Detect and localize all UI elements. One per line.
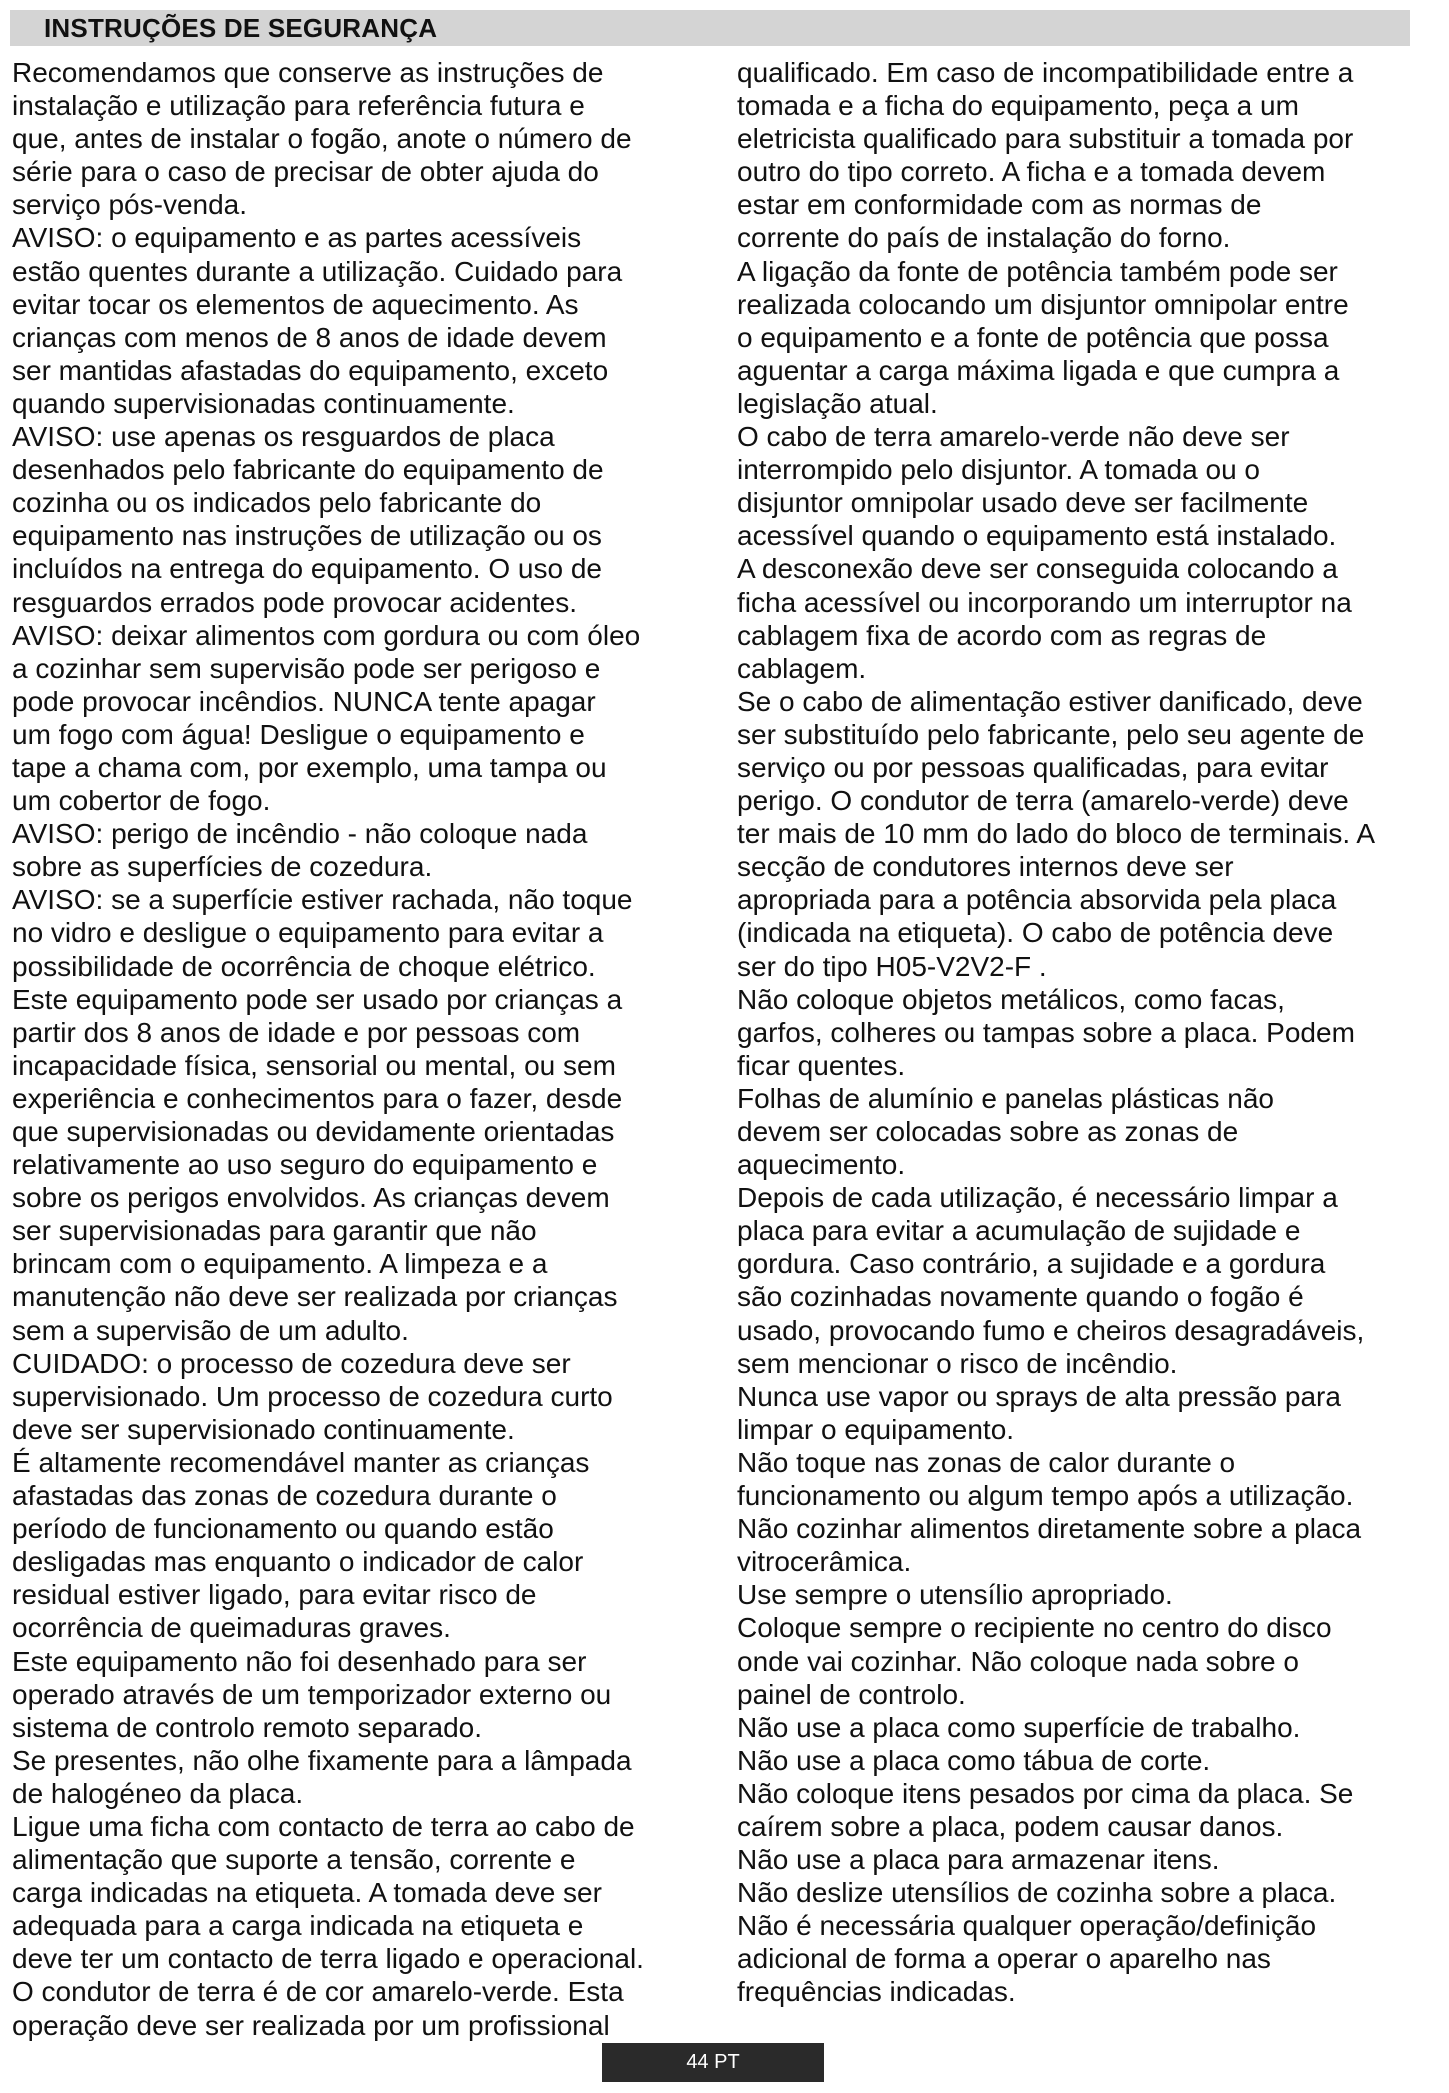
text-line: AVISO: deixar alimentos com gordura ou com óleo (12, 619, 641, 651)
text-line: alimentação que suporte a tensão, corrente e (12, 1844, 576, 1876)
text-line: Não coloque objetos metálicos, como facas, (737, 983, 1285, 1015)
text-line: tape a chama com, por exemplo, uma tampa ou (12, 751, 607, 783)
text-line: sobre as superfícies de cozedura. (12, 851, 433, 883)
text-line: tomada e a ficha do equipamento, peça a um (737, 90, 1299, 122)
text-line: ocorrência de queimaduras graves. (12, 1612, 451, 1644)
text-line: operação deve ser realizada por um profissional (12, 2009, 610, 2041)
text-line: adequada para a carga indicada na etiqueta e (12, 1910, 584, 1942)
text-line: corrente do país de instalação do forno. (737, 222, 1231, 254)
text-line: no vidro e desligue o equipamento para evitar a (12, 917, 604, 949)
text-line: deve ser supervisionado continuamente. (12, 1413, 515, 1445)
text-line: Este equipamento pode ser usado por crianças a (12, 983, 623, 1015)
text-line: cablagem fixa de acordo com as regras de (737, 619, 1267, 651)
text-line: serviço ou por pessoas qualificadas, para evitar (737, 751, 1329, 783)
text-line: A desconexão deve ser conseguida colocando a (737, 553, 1338, 585)
text-line: Não use a placa para armazenar itens. (737, 1844, 1220, 1876)
text-line: que supervisionadas ou devidamente orientadas (12, 1116, 615, 1147)
text-line: outro do tipo correto. A ficha e a tomada devem (737, 156, 1326, 188)
left-text-column (12, 56, 712, 2042)
right-text-column (737, 56, 1425, 2009)
text-line: a cozinhar sem supervisão pode ser perigoso e (12, 652, 601, 684)
text-line: O cabo de terra amarelo-verde não deve ser (737, 421, 1290, 453)
text-line: aguentar a carga máxima ligada e que cumpra a (737, 354, 1340, 386)
text-line: o equipamento e a fonte de potência que possa (737, 321, 1329, 353)
text-line: ser mantidas afastadas do equipamento, exceto (12, 354, 609, 386)
text-line: Não coloque itens pesados por cima da placa. Se (737, 1777, 1354, 1809)
page-number-box (602, 2043, 824, 2082)
text-line: desligadas mas enquanto o indicador de calor (12, 1546, 584, 1578)
text-line: Use sempre o utensílio apropriado. (737, 1579, 1173, 1611)
text-line: secção de condutores internos deve ser (737, 851, 1234, 883)
text-line: resguardos errados pode provocar acidentes. (12, 586, 578, 618)
text-line: devem ser colocadas sobre as zonas de (737, 1116, 1239, 1147)
text-line: operado através de um temporizador externo ou (12, 1678, 612, 1710)
text-line: manutenção não deve ser realizada por crianças (12, 1281, 618, 1313)
text-line: sobre os perigos envolvidos. As crianças devem (12, 1182, 610, 1214)
text-line: supervisionado. Um processo de cozedura curto (12, 1380, 613, 1412)
text-line: CUIDADO: o processo de cozedura deve ser (12, 1347, 571, 1379)
page-number: 44 PT (686, 2051, 740, 2073)
text-line: ser substituído pelo fabricante, pelo seu agente de (737, 718, 1365, 750)
text-line: série para o caso de precisar de obter ajuda do (12, 156, 599, 188)
text-line: qualificado. Em caso de incompatibilidade entre a (737, 57, 1354, 88)
text-line: Não toque nas zonas de calor durante o (737, 1446, 1236, 1478)
text-line: sem mencionar o risco de incêndio. (737, 1347, 1178, 1379)
text-line: apropriada para a potência absorvida pela placa (737, 884, 1337, 916)
text-line: pode provocar incêndios. NUNCA tente apagar (12, 685, 596, 717)
text-line: Não é necessária qualquer operação/definição (737, 1910, 1317, 1942)
text-line: um cobertor de fogo. (12, 785, 271, 817)
text-line: realizada colocando um disjuntor omnipolar entre (737, 288, 1349, 320)
text-line: que, antes de instalar o fogão, anote o número de (12, 123, 632, 155)
text-line: ser supervisionadas para garantir que não (12, 1215, 537, 1247)
text-line: um fogo com água! Desligue o equipamento e (12, 718, 585, 750)
text-line: instalação e utilização para referência futura e (12, 90, 585, 122)
text-line: estão quentes durante a utilização. Cuidado para (12, 255, 623, 287)
text-line: Folhas de alumínio e panelas plásticas não (737, 1082, 1275, 1114)
text-line: são cozinhadas novamente quando o fogão é (737, 1281, 1304, 1313)
text-line: ficha acessível ou incorporando um interruptor na (737, 586, 1352, 618)
text-line: carga indicadas na etiqueta. A tomada deve ser (12, 1877, 602, 1909)
text-line: período de funcionamento ou quando estão (12, 1513, 554, 1545)
text-line: perigo. O condutor de terra (amarelo-verde) deve (737, 785, 1349, 817)
text-line: afastadas das zonas de cozedura durante o (12, 1480, 557, 1512)
text-line: incapacidade física, sensorial ou mental, ou sem (12, 1049, 616, 1081)
text-line: vitrocerâmica. (737, 1546, 912, 1578)
text-line: Não cozinhar alimentos diretamente sobre a placa (737, 1513, 1362, 1545)
text-line: O condutor de terra é de cor amarelo-verde. Esta (12, 1976, 624, 2008)
text-line: eletricista qualificado para substituir a tomada por (737, 123, 1354, 155)
text-line: Não use a placa como tábua de corte. (737, 1744, 1211, 1776)
section-header-bar (10, 10, 1410, 46)
text-line: equipamento nas instruções de utilização ou os (12, 520, 602, 552)
text-line: adicional de forma a operar o aparelho nas (737, 1943, 1271, 1975)
text-line: desenhados pelo fabricante do equipamento de (12, 454, 604, 486)
text-line: usado, provocando fumo e cheiros desagradáveis, (737, 1314, 1365, 1346)
text-line: disjuntor omnipolar usado deve ser facilmente (737, 487, 1309, 519)
text-line: Não use a placa como superfície de trabalho. (737, 1711, 1301, 1743)
text-line: Depois de cada utilização, é necessário limpar a (737, 1182, 1338, 1214)
text-line: Se o cabo de alimentação estiver danificado, deve (737, 685, 1363, 717)
text-line: de halogéneo da placa. (12, 1777, 304, 1809)
text-line: evitar tocar os elementos de aquecimento. As (12, 288, 579, 320)
text-line: residual estiver ligado, para evitar risco de (12, 1579, 537, 1611)
text-line: Coloque sempre o recipiente no centro do disco (737, 1612, 1332, 1644)
text-line: ser do tipo H05-V2V2-F . (737, 950, 1047, 982)
text-line: Este equipamento não foi desenhado para ser (12, 1645, 587, 1677)
text-line: sistema de controlo remoto separado. (12, 1711, 483, 1743)
text-line: aquecimento. (737, 1149, 906, 1181)
text-line: painel de controlo. (737, 1678, 966, 1710)
section-title: INSTRUÇÕES DE SEGURANÇA (44, 13, 438, 43)
text-line: (indicada na etiqueta). O cabo de potência deve (737, 917, 1334, 949)
text-line: onde vai cozinhar. Não coloque nada sobre o (737, 1645, 1299, 1677)
text-line: funcionamento ou algum tempo após a utilização. (737, 1480, 1354, 1512)
text-line: placa para evitar a acumulação de sujidade e (737, 1215, 1301, 1247)
text-line: Nunca use vapor ou sprays de alta pressão para (737, 1380, 1341, 1412)
text-line: AVISO: perigo de incêndio - não coloque nada (12, 818, 588, 850)
text-line: incluídos na entrega do equipamento. O uso de (12, 553, 602, 585)
text-line: É altamente recomendável manter as crianças (12, 1446, 590, 1478)
text-line: Se presentes, não olhe fixamente para a lâmpada (12, 1744, 632, 1776)
text-line: ficar quentes. (737, 1049, 906, 1081)
text-line: estar em conformidade com as normas de (737, 189, 1262, 221)
text-line: gordura. Caso contrário, a sujidade e a gordura (737, 1248, 1326, 1280)
text-line: cozinha ou os indicados pelo fabricante do (12, 487, 542, 519)
text-line: possibilidade de ocorrência de choque elétrico. (12, 950, 596, 982)
text-line: Não deslize utensílios de cozinha sobre a placa. (737, 1877, 1337, 1909)
text-line: A ligação da fonte de potência também pode ser (737, 255, 1338, 287)
text-line: sem a supervisão de um adulto. (12, 1314, 409, 1346)
text-line: deve ter um contacto de terra ligado e operacional. (12, 1943, 644, 1975)
text-line: limpar o equipamento. (737, 1413, 1015, 1445)
text-line: partir dos 8 anos de idade e por pessoas com (12, 1016, 581, 1048)
text-line: legislação atual. (737, 387, 938, 419)
text-line: serviço pós-venda. (12, 189, 248, 221)
text-line: crianças com menos de 8 anos de idade devem (12, 321, 607, 353)
text-line: caírem sobre a placa, podem causar danos. (737, 1810, 1284, 1842)
text-line: Recomendamos que conserve as instruções de (12, 57, 604, 88)
text-line: experiência e conhecimentos para o fazer, desde (12, 1082, 623, 1114)
text-line: relativamente ao uso seguro do equipamento e (12, 1149, 598, 1181)
text-line: Ligue uma ficha com contacto de terra ao cabo de (12, 1810, 635, 1842)
text-line: quando supervisionadas continuamente. (12, 387, 515, 419)
text-line: cablagem. (737, 652, 867, 684)
text-line: ter mais de 10 mm do lado do bloco de terminais. A (737, 818, 1376, 850)
text-line: frequências indicadas. (737, 1976, 1016, 2008)
text-line: garfos, colheres ou tampas sobre a placa. Podem (737, 1016, 1355, 1048)
text-line: AVISO: o equipamento e as partes acessíveis (12, 222, 582, 254)
text-line: AVISO: se a superfície estiver rachada, não toque (12, 884, 633, 916)
text-line: acessível quando o equipamento está instalado. (737, 520, 1337, 552)
text-line: brincam com o equipamento. A limpeza e a (12, 1248, 548, 1280)
text-line: interrompido pelo disjuntor. A tomada ou o (737, 454, 1261, 486)
text-line: AVISO: use apenas os resguardos de placa (12, 421, 555, 453)
